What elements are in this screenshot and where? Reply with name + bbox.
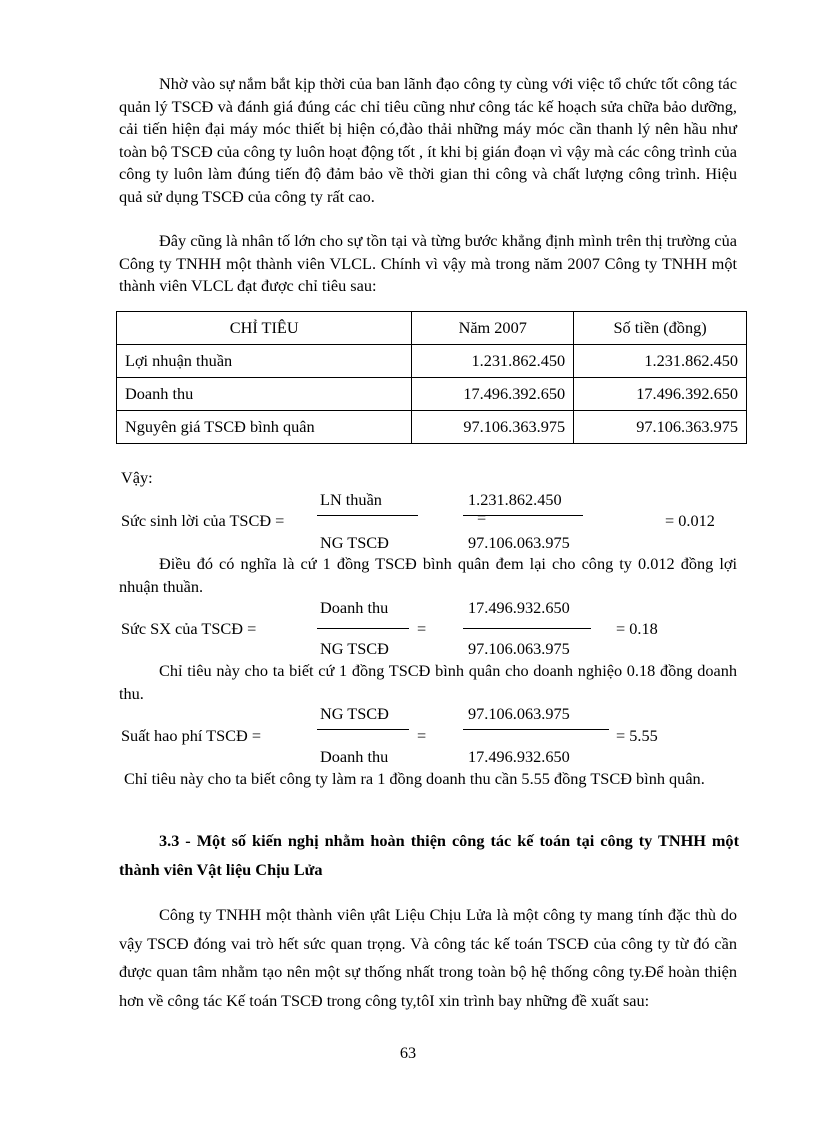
- formula2-denominator: NG TSCĐ: [320, 639, 389, 658]
- table-cell: 1.231.862.450: [412, 345, 574, 378]
- section-heading: 3.3 - Một số kiến nghị nhằm hoàn thiện công tác kế toán tại công ty TNHH một thành viên Vật liệu Chịu Lửa: [119, 831, 739, 879]
- formula1-fraction-bar: [317, 515, 418, 516]
- formula2-numerator-value: 17.496.932.650: [468, 598, 570, 617]
- table-header-row: [117, 312, 747, 345]
- formula3-note: Chỉ tiêu này cho ta biết công ty làm ra 1 đồng doanh thu cần 5.55 đồng TSCĐ bình quân.: [124, 769, 705, 788]
- table-cell: Doanh thu: [117, 378, 412, 411]
- formula1-denominator-value: 97.106.063.975: [468, 533, 570, 552]
- formula3-denominator-value: 17.496.932.650: [468, 747, 570, 766]
- formula1-note: Điều đó có nghĩa là cứ 1 đồng TSCĐ bình quân đem lại cho công ty 0.012 đồng lợi nhuận thuần.: [119, 554, 737, 596]
- table-row: [117, 345, 747, 378]
- table-header-cell: CHỈ TIÊU: [117, 312, 412, 345]
- formula2-value-fraction-bar: [463, 628, 591, 629]
- table-cell: 97.106.363.975: [412, 411, 574, 444]
- formula3-label: Suất hao phí TSCĐ =: [121, 726, 262, 745]
- formula3-result: = 5.55: [616, 726, 658, 745]
- page-number: 63: [399, 1043, 417, 1062]
- formula1-numerator-value: 1.231.862.450: [468, 490, 562, 509]
- formula1-equals: =: [477, 508, 487, 527]
- formula3-fraction-bar: [317, 729, 409, 730]
- formula1-label: Sức sinh lời của TSCĐ =: [121, 511, 285, 530]
- formula1-numerator: LN thuần: [320, 490, 382, 509]
- table-header-cell: Năm 2007: [412, 312, 574, 345]
- formula2-equals: =: [417, 619, 427, 638]
- formula2-note: Chỉ tiêu này cho ta biết cứ 1 đồng TSCĐ bình quân cho doanh nghiệo 0.18 đồng doanh thu.: [119, 661, 737, 703]
- formula3-equals: =: [417, 726, 427, 745]
- paragraph-2: Đây cũng là nhân tố lớn cho sự tồn tại và từng bước khẳng định mình trên thị trường của Công ty TNHH một thành viên VLCL. Chính vì vậy mà trong năm 2007 Công ty TNHH một thành viên VLCL đạt được chỉ tiêu sau:: [119, 231, 737, 295]
- table-header-cell: Số tiền (đồng): [574, 312, 747, 345]
- table-cell: 17.496.392.650: [412, 378, 574, 411]
- table-cell: Lợi nhuận thuần: [117, 345, 412, 378]
- table-cell: Nguyên giá TSCĐ bình quân: [117, 411, 412, 444]
- formula-intro: Vậy:: [121, 468, 153, 487]
- table-cell: 1.231.862.450: [574, 345, 747, 378]
- formula3-value-fraction-bar: [463, 729, 609, 730]
- formula3-numerator-value: 97.106.063.975: [468, 704, 570, 723]
- table-cell: 97.106.363.975: [574, 411, 747, 444]
- table-row: [117, 411, 747, 444]
- paragraph-1: Nhờ vào sự nắm bắt kịp thời của ban lãnh đạo công ty cùng với việc tổ chức tốt công tác quản lý TSCĐ và đánh giá đúng các chỉ tiêu cũng như công tác kế hoạch sửa chữa bảo dưỡng, cải tiến hiện đại máy móc thiết bị hiện có,đào thải những máy móc cần thanh lý nên hầu như toàn bộ TSCĐ của công ty luôn hoạt động tốt , ít khi bị gián đoạn vì vậy mà các công trình của công ty luôn làm đúng tiến độ đảm bảo về thời gian thi công và chất lượng công trình. Hiệu quả sử dụng TSCĐ của công ty rất cao.: [119, 74, 737, 206]
- table-cell: 17.496.392.650: [574, 378, 747, 411]
- formula2-denominator-value: 97.106.063.975: [468, 639, 570, 658]
- table-row: [117, 378, 747, 411]
- section-body: Công ty TNHH một thành viên ựât Liệu Chịu Lửa là một công ty mang tính đặc thù do vậy TSCĐ đóng vai trò hết sức quan trọng. Và công tác kế toán TSCĐ của công ty từ đó cần được quan tâm nhằm tạo nên một sự thống nhất trong toàn bộ hệ thống công ty.Để hoàn thiện hơn về công tác Kế toán TSCĐ trong công ty,tôI xin trình bay những đề xuất sau:: [119, 905, 737, 1010]
- formula1-result: = 0.012: [665, 511, 715, 530]
- indicator-table: [116, 311, 747, 444]
- formula2-label: Sức SX của TSCĐ =: [121, 619, 257, 638]
- formula2-result: = 0.18: [616, 619, 658, 638]
- formula2-fraction-bar: [317, 628, 409, 629]
- formula3-numerator: NG TSCĐ: [320, 704, 389, 723]
- formula3-denominator: Doanh thu: [320, 747, 389, 766]
- formula1-denominator: NG TSCĐ: [320, 533, 389, 552]
- formula2-numerator: Doanh thu: [320, 598, 389, 617]
